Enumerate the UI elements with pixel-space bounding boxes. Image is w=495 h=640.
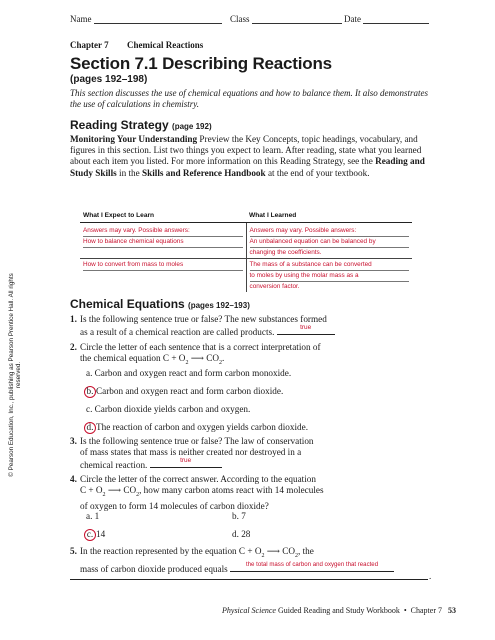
reading-strategy-heading: Reading Strategy (page 192) bbox=[70, 118, 212, 132]
question-1: 1. Is the following sentence true or false? The new substances formed as a result of a chemical reaction are called products. true bbox=[70, 314, 425, 338]
section-intro: This section discusses the use of chemical equations and how to balance them. It also demonstrates the use of calculations in chemistry. bbox=[70, 88, 428, 109]
option-2a[interactable]: a. Carbon and oxygen react and form carbon monoxide. bbox=[86, 368, 292, 378]
answer-blank[interactable]: true bbox=[277, 325, 335, 335]
answer-continuation-line[interactable] bbox=[70, 579, 428, 580]
selected-circle: c. bbox=[84, 529, 96, 541]
name-field bbox=[70, 14, 222, 24]
question-5: 5. In the reaction represented by the equation $C + O_2$ ⟶ $CO_2$, the mass of carbon dioxide produced equals the total mass of carbon and oxygen that reacted bbox=[70, 546, 430, 575]
table-header-expect: What I Expect to Learn bbox=[80, 210, 246, 223]
page-number: 53 bbox=[448, 606, 456, 615]
expect-learned-table bbox=[80, 210, 412, 292]
arrow-icon: ⟶ bbox=[190, 353, 204, 364]
chapter-number: Chapter 7 bbox=[70, 40, 109, 50]
selected-circle: d. bbox=[84, 422, 96, 434]
option-4c[interactable]: c. 14 bbox=[86, 529, 105, 541]
date-label: Date bbox=[344, 14, 361, 24]
class-line bbox=[252, 14, 342, 24]
selected-circle: b. bbox=[84, 386, 96, 398]
table-row: Answers may vary. Possible answers: How to balance chemical equations Answers may vary. Possible answers: An unbalanced equation can be balanced by changing the coefficients. bbox=[80, 223, 412, 259]
footer: Physical Science Guided Reading and Study Workbook • Chapter 7 53 bbox=[222, 606, 456, 615]
date-line bbox=[363, 14, 429, 24]
answer-blank[interactable]: true bbox=[150, 458, 222, 468]
reading-strategy-text: Monitoring Your Understanding Preview the Key Concepts, topic headings, vocabulary, and figures in this section. List two things you expect to learn. After reading, state what you learned about each item you listed. For more information on this Reading Strategy, see the Reading and Study Skills in the Skills and Reference Handbook at the end of your textbook. bbox=[70, 134, 425, 178]
copyright-notice: © Pearson Education, Inc., publishing as Pearson Prentice Hall. All rights reserved. bbox=[8, 273, 22, 477]
question-4: 4. Circle the letter of the correct answer. According to the equation $C + O_2$ ⟶ $CO_2$, how many carbon atoms react with 14 molecules of oxygen to form 14 molecules of carbon dioxide? bbox=[70, 474, 324, 512]
table-header-learned: What I Learned bbox=[246, 210, 412, 223]
class-label: Class bbox=[230, 14, 250, 24]
option-2c[interactable]: c. Carbon dioxide yields carbon and oxygen. bbox=[86, 404, 251, 414]
date-field bbox=[344, 14, 429, 24]
table-row: How to convert from mass to moles The mass of a substance can be converted to moles by using the molar mass as a conversion factor. bbox=[80, 259, 412, 293]
option-4a[interactable]: a. 1 bbox=[86, 511, 100, 521]
option-4b[interactable]: b. 7 bbox=[232, 511, 246, 521]
arrow-icon: ⟶ bbox=[266, 546, 280, 556]
name-label: Name bbox=[70, 14, 92, 24]
question-3: 3. Is the following sentence true or false? The law of conservation of mass states that mass is neither created nor destroyed in a chemical reaction. true bbox=[70, 436, 314, 471]
class-field bbox=[230, 14, 342, 24]
option-2d[interactable]: d. The reaction of carbon and oxygen yields carbon dioxide. bbox=[86, 422, 308, 434]
option-2b[interactable]: b. Carbon and oxygen react and form carbon dioxide. bbox=[86, 386, 283, 398]
section-title: Section 7.1 Describing Reactions bbox=[70, 54, 332, 73]
chemical-equations-heading: Chemical Equations (pages 192–193) bbox=[70, 297, 250, 311]
answer-blank[interactable]: the total mass of carbon and oxygen that reacted bbox=[230, 562, 394, 572]
chapter-title: Chemical Reactions bbox=[127, 40, 204, 50]
question-2: 2. Circle the letter of each sentence that is a correct interpretation of the chemical equation $C + O_2$ ⟶ $CO_2$. bbox=[70, 342, 321, 367]
option-4d[interactable]: d. 28 bbox=[232, 529, 251, 539]
section-pages: (pages 192–198) bbox=[70, 74, 148, 85]
name-line bbox=[94, 14, 222, 24]
arrow-icon: ⟶ bbox=[107, 485, 122, 496]
